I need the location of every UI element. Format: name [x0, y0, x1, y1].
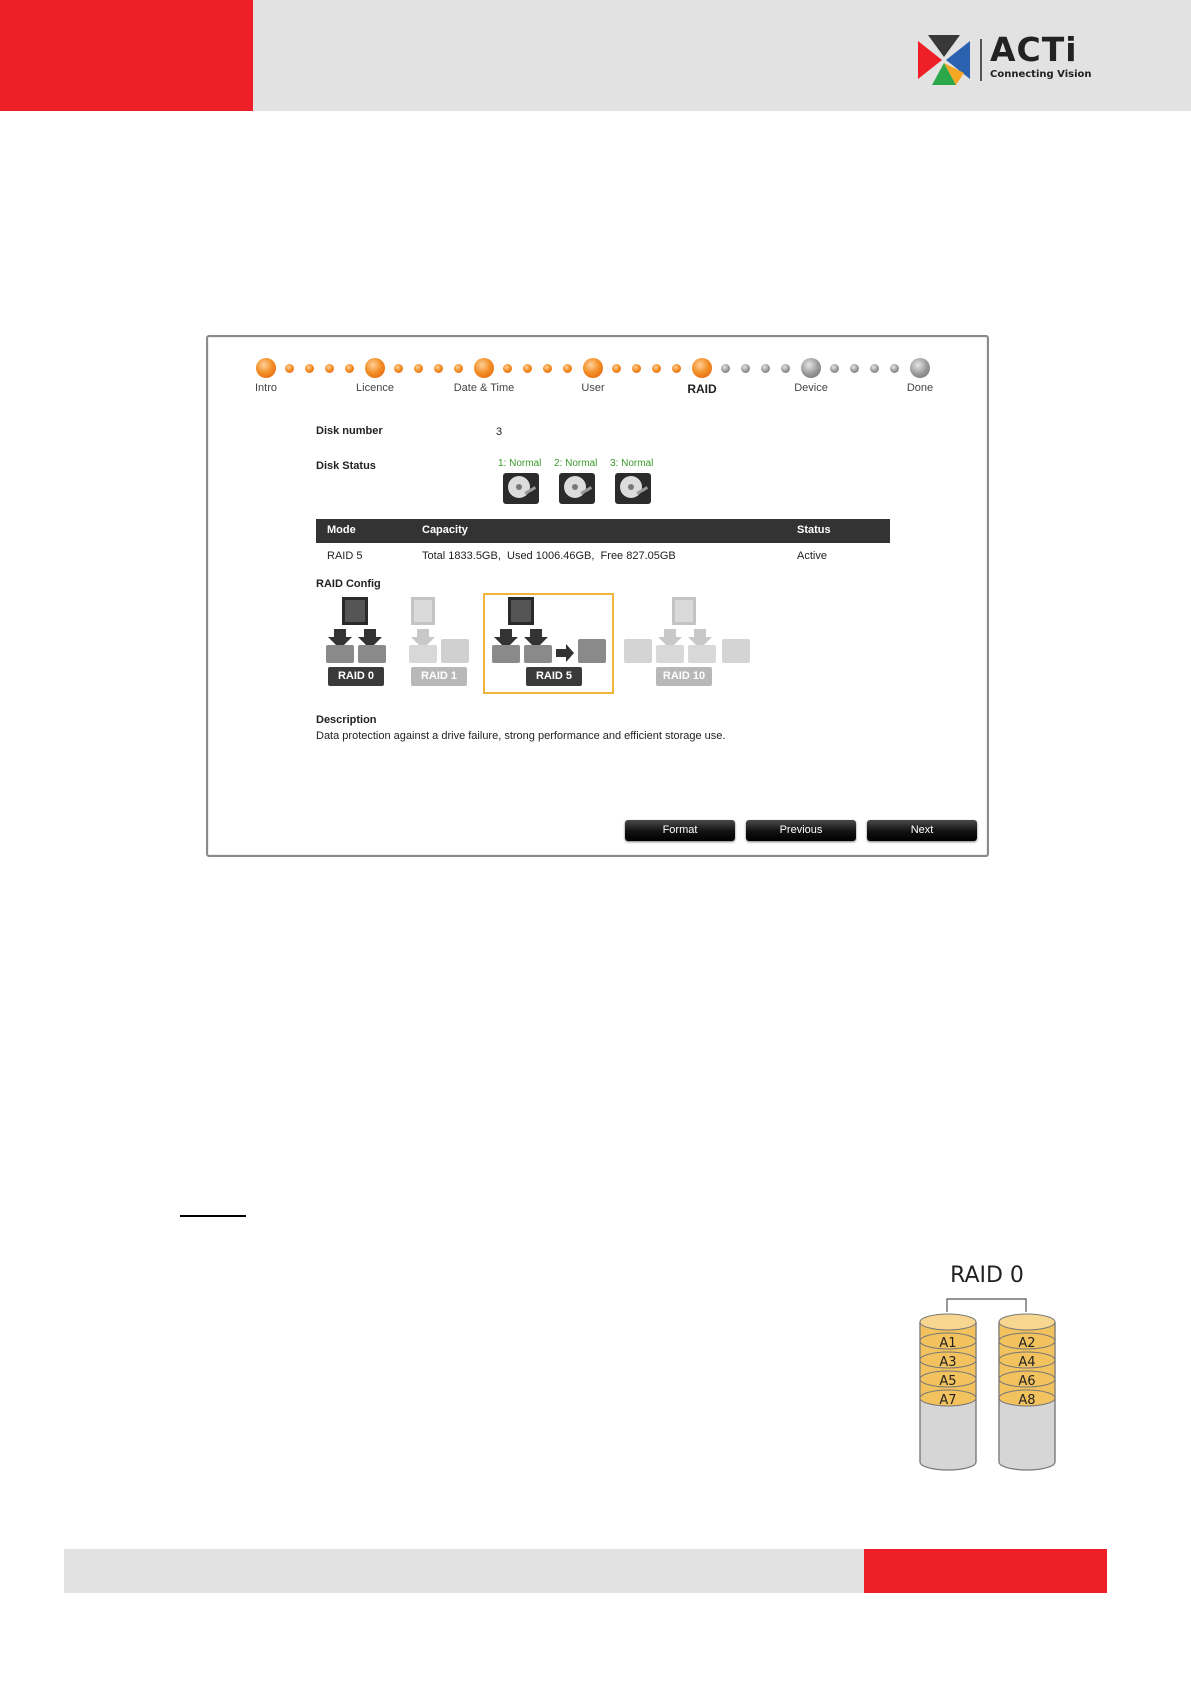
- block-a6: A6: [1018, 1374, 1036, 1389]
- step-dot-user: [583, 358, 603, 378]
- block-a1: A1: [939, 1336, 957, 1351]
- hard-disk-icon: [614, 471, 652, 505]
- step-connector-dot: [870, 364, 879, 373]
- raid-0-diagram: [905, 1255, 1065, 1477]
- raid-config-label: RAID Config: [316, 578, 381, 590]
- footer-red-block: [864, 1549, 1107, 1593]
- step-connector-dot: [503, 364, 512, 373]
- description-label: Description: [316, 714, 377, 726]
- step-dot-date-time: [474, 358, 494, 378]
- col-mode: Mode: [327, 524, 356, 536]
- raid-10-icon: [622, 595, 754, 667]
- step-label-intro: Intro: [254, 382, 278, 394]
- step-connector-dot: [434, 364, 443, 373]
- disk-3-status: 3: Normal: [610, 458, 654, 469]
- raid-5-badge: RAID 5: [526, 667, 582, 686]
- disk-number-label: Disk number: [316, 425, 383, 437]
- step-connector-dot: [394, 364, 403, 373]
- raid-setup-wizard: [206, 335, 989, 857]
- step-connector-dot: [325, 364, 334, 373]
- format-button[interactable]: Format: [625, 820, 735, 841]
- step-connector-dot: [563, 364, 572, 373]
- description-text: Data protection against a drive failure, strong performance and efficient storage use.: [316, 730, 726, 742]
- block-a8: A8: [1018, 1393, 1036, 1408]
- step-connector-dot: [454, 364, 463, 373]
- block-a4: A4: [1018, 1355, 1036, 1370]
- step-connector-dot: [672, 364, 681, 373]
- raid-1-badge: RAID 1: [411, 667, 467, 686]
- disk-1-status: 1: Normal: [498, 458, 542, 469]
- diagram-title: RAID 0: [950, 1263, 1024, 1288]
- raid-0-badge: RAID 0: [328, 667, 384, 686]
- raid-0-option[interactable]: [324, 595, 388, 695]
- raid-5-option[interactable]: [490, 595, 610, 695]
- step-label-user: User: [581, 382, 605, 394]
- block-a5: A5: [939, 1374, 957, 1389]
- col-capacity: Capacity: [422, 524, 468, 536]
- header-red-block: [0, 0, 253, 111]
- step-connector-dot: [830, 364, 839, 373]
- step-dot-raid: [692, 358, 712, 378]
- brand-name: ACTi: [990, 30, 1078, 69]
- brand-tagline: Connecting Vision: [990, 69, 1092, 80]
- step-label-date-time: Date & Time: [453, 382, 515, 394]
- raid-table-header: [316, 519, 890, 543]
- step-dot-intro: [256, 358, 276, 378]
- heading-underline: [180, 1215, 246, 1217]
- step-connector-dot: [850, 364, 859, 373]
- block-a2: A2: [1018, 1336, 1036, 1351]
- step-connector-dot: [305, 364, 314, 373]
- col-status: Status: [797, 524, 831, 536]
- step-label-raid: RAID: [687, 382, 717, 396]
- step-label-done: Done: [906, 382, 934, 394]
- hard-disk-icon: [558, 471, 596, 505]
- raid-5-icon: [490, 595, 610, 667]
- row-capacity: Total 1833.5GB, Used 1006.46GB, Free 827.05GB: [422, 550, 676, 562]
- raid-10-badge: RAID 10: [656, 667, 712, 686]
- disk-number-value: 3: [496, 426, 503, 438]
- step-connector-dot: [761, 364, 770, 373]
- step-connector-dot: [741, 364, 750, 373]
- step-connector-dot: [721, 364, 730, 373]
- raid-10-option[interactable]: [622, 595, 754, 695]
- step-connector-dot: [414, 364, 423, 373]
- step-connector-dot: [543, 364, 552, 373]
- hard-disk-icon: [502, 471, 540, 505]
- step-connector-dot: [632, 364, 641, 373]
- raid-1-icon: [407, 595, 471, 667]
- step-connector-dot: [285, 364, 294, 373]
- block-a3: A3: [939, 1355, 957, 1370]
- step-connector-dot: [781, 364, 790, 373]
- previous-button[interactable]: Previous: [746, 820, 856, 841]
- step-dot-done: [910, 358, 930, 378]
- step-connector-dot: [652, 364, 661, 373]
- raid-0-icon: [324, 595, 388, 667]
- disk-status-label: Disk Status: [316, 460, 376, 472]
- raid-1-option[interactable]: [407, 595, 471, 695]
- step-connector-dot: [345, 364, 354, 373]
- row-status: Active: [797, 550, 827, 562]
- step-label-licence: Licence: [356, 382, 394, 394]
- disk-2-status: 2: Normal: [554, 458, 598, 469]
- block-a7: A7: [939, 1393, 957, 1408]
- row-mode: RAID 5: [327, 550, 363, 562]
- step-label-device: Device: [794, 382, 828, 394]
- step-connector-dot: [612, 364, 621, 373]
- step-connector-dot: [523, 364, 532, 373]
- step-dot-device: [801, 358, 821, 378]
- next-button[interactable]: Next: [867, 820, 977, 841]
- step-connector-dot: [890, 364, 899, 373]
- step-dot-licence: [365, 358, 385, 378]
